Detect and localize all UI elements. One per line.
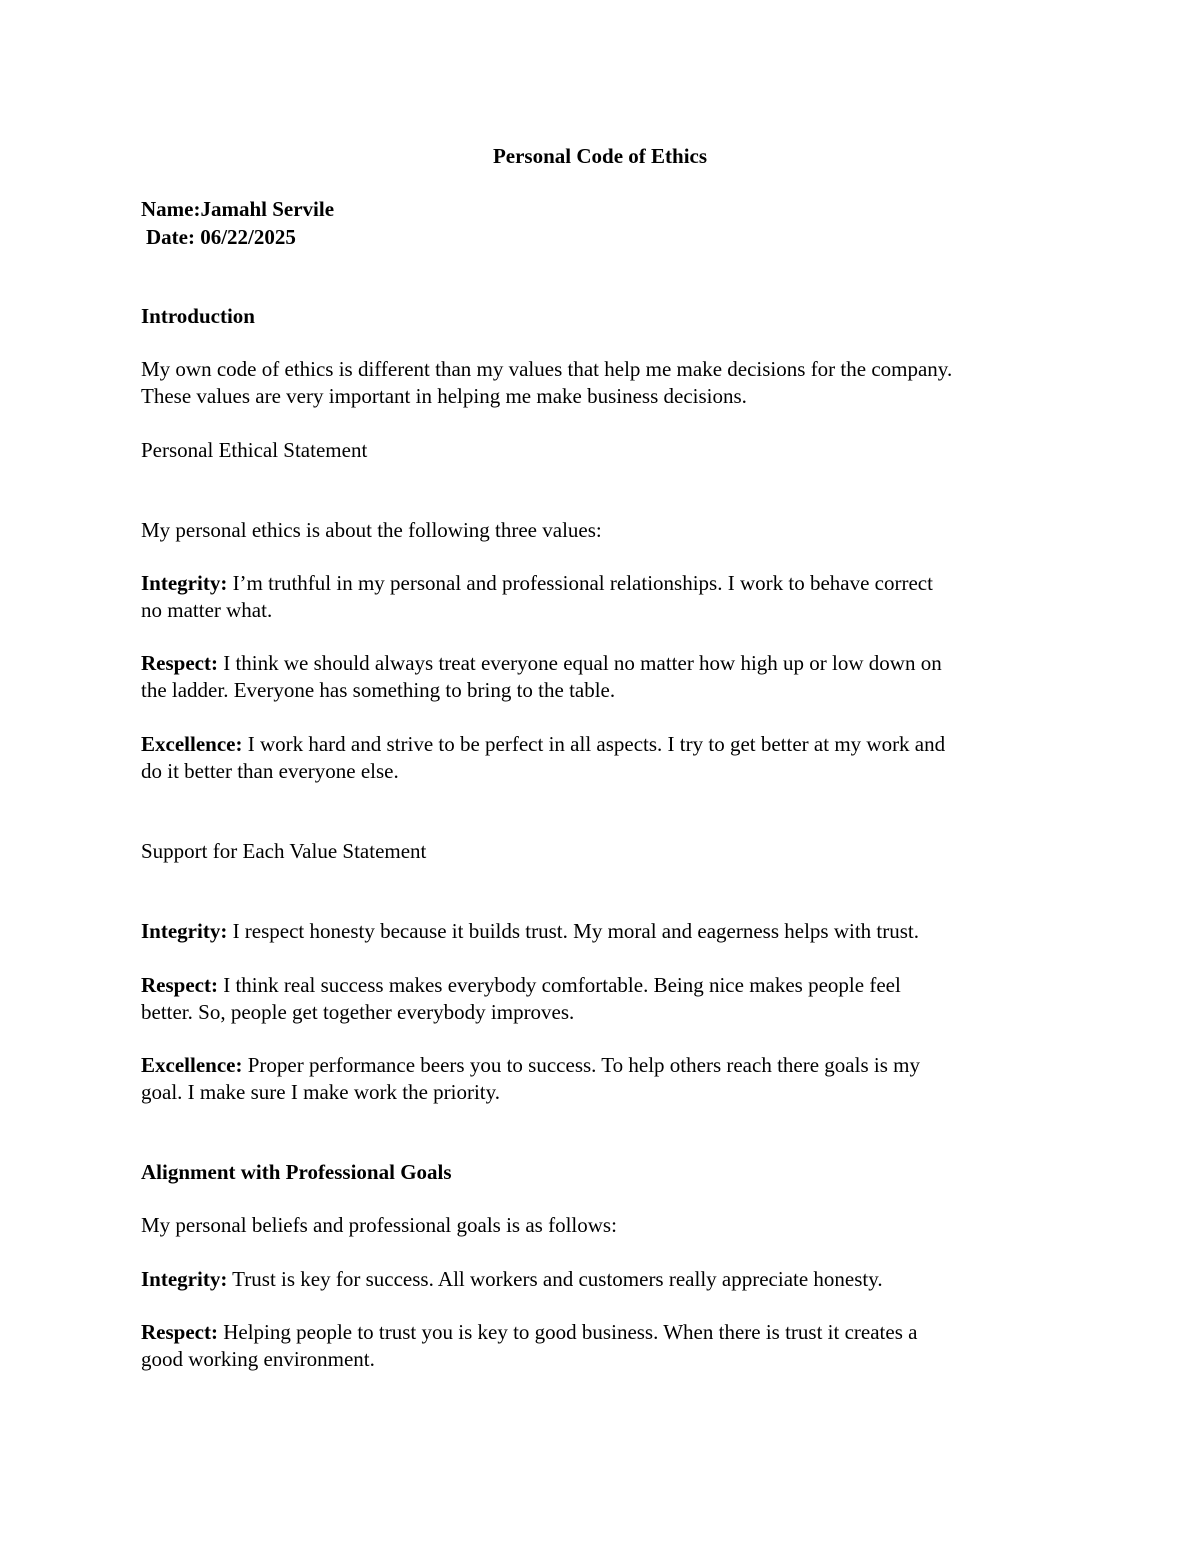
- alignment-lead: My personal beliefs and professional goals is as follows:: [141, 1213, 617, 1237]
- alignment-text-continued: good working environment.: [141, 1347, 375, 1371]
- support-item-excellence: [141, 1052, 920, 1079]
- support-text-continued: better. So, people get together everybody improves.: [141, 1000, 575, 1024]
- value-label: Respect:: [141, 651, 218, 675]
- alignment-heading: Alignment with Professional Goals: [141, 1160, 452, 1184]
- support-text-continued: goal. I make sure I make work the priority.: [141, 1080, 501, 1104]
- support-text: Proper performance beers you to success. To help others reach there goals is my: [242, 1053, 920, 1077]
- personal-statement-lead: My personal ethics is about the following three values:: [141, 518, 602, 542]
- alignment-item-integrity: [141, 1266, 883, 1293]
- name-line: Name:Jamahl Servile: [141, 197, 335, 221]
- value-text-continued: do it better than everyone else.: [141, 759, 399, 783]
- value-item-respect: [141, 650, 942, 677]
- value-item-integrity: [141, 570, 933, 597]
- support-item-integrity: [141, 918, 919, 945]
- alignment-text: Trust is key for success. All workers and customers really appreciate honesty.: [227, 1267, 883, 1291]
- value-label: Excellence:: [141, 732, 243, 756]
- introduction-heading: Introduction: [141, 304, 255, 328]
- document-title: Personal Code of Ethics: [492, 144, 708, 168]
- value-text: I think we should always treat everyone equal no matter how high up or low down on: [217, 651, 942, 675]
- alignment-text: Helping people to trust you is key to good business. When there is trust it creates a: [217, 1320, 918, 1344]
- value-text-continued: no matter what.: [141, 598, 273, 622]
- support-item-respect: [141, 972, 901, 999]
- introduction-line: My own code of ethics is different than my values that help me make decisions for the company.: [141, 357, 953, 381]
- introduction-line: These values are very important in helping me make business decisions.: [141, 384, 747, 408]
- alignment-item-respect: [141, 1319, 917, 1346]
- support-label: Integrity:: [141, 919, 228, 943]
- support-label: Excellence:: [141, 1053, 243, 1077]
- alignment-label: Integrity:: [141, 1267, 228, 1291]
- value-item-excellence: [141, 731, 945, 758]
- support-label: Respect:: [141, 973, 218, 997]
- alignment-label: Respect:: [141, 1320, 218, 1344]
- value-text-continued: the ladder. Everyone has something to bring to the table.: [141, 678, 616, 702]
- value-text: I work hard and strive to be perfect in all aspects. I try to get better at my work and: [242, 732, 946, 756]
- personal-statement-heading: Personal Ethical Statement: [141, 438, 368, 462]
- support-text: I respect honesty because it builds trust. My moral and eagerness helps with trust.: [227, 919, 919, 943]
- support-text: I think real success makes everybody comfortable. Being nice makes people feel: [217, 973, 901, 997]
- date-line: Date: 06/22/2025: [146, 225, 296, 249]
- support-heading: Support for Each Value Statement: [141, 839, 427, 863]
- value-label: Integrity:: [141, 571, 228, 595]
- value-text: I’m truthful in my personal and professional relationships. I work to behave correct: [227, 571, 933, 595]
